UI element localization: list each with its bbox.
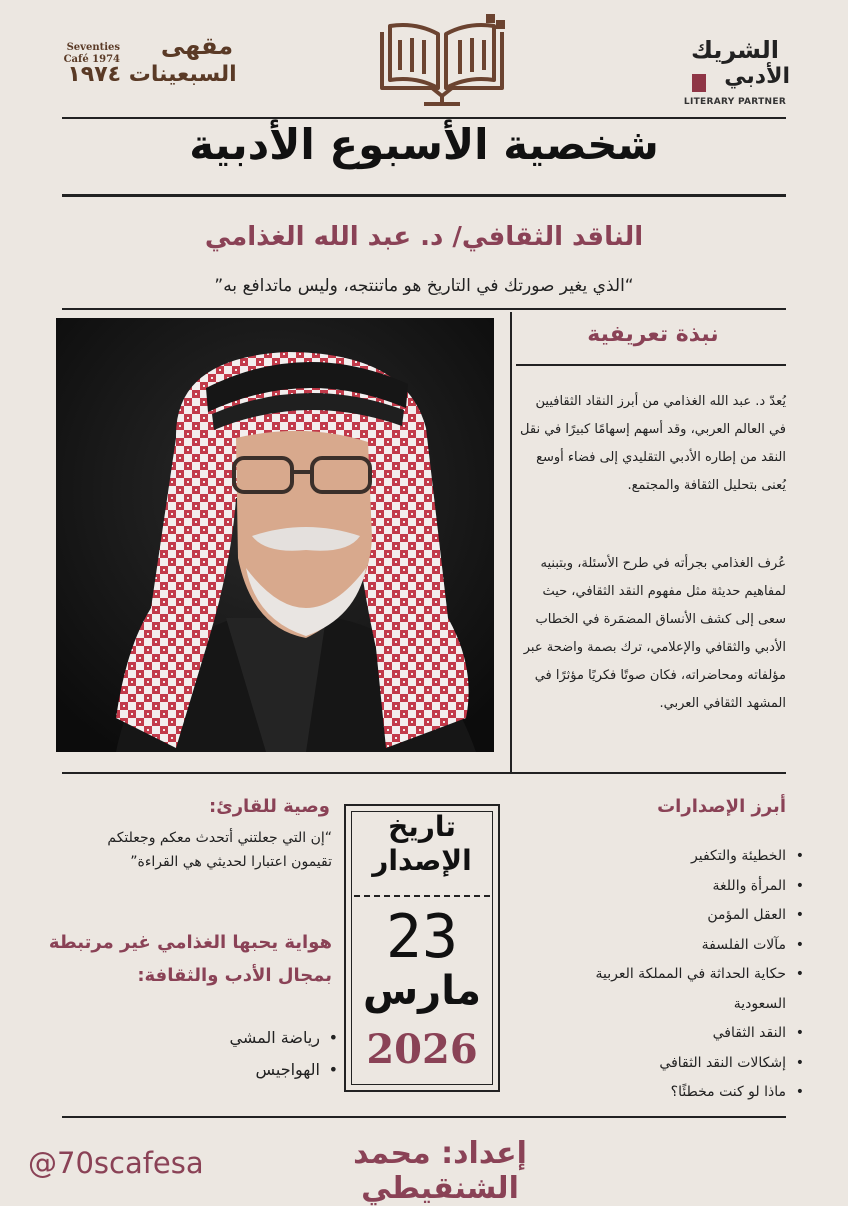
title-rule-bottom [62,194,786,197]
release-date-label: تاريخ الإصدار [372,810,472,877]
partner-logo-en: LITERARY PARTNER [683,97,787,107]
portrait-photo [56,318,494,752]
bio-title: نبذة تعريفية [587,322,719,347]
list-item: • العقل المؤمن [560,901,786,931]
list-item: • المرأة واللغة [560,872,786,902]
critic-name: الناقد الثقافي/ د. عبد الله الغذامي [204,222,644,252]
list-item: • ماذا لو كنت مخطئًا؟ [560,1078,786,1108]
advice-text: “إن التي جعلتني أتحدث معكم وجعلتكم تقيمون اعتبارا لحديثي هي القراءة” [107,830,332,870]
headline-quote: “الذي يغير صورتك في التاريخ هو ماتنتجه، وليس ماتدافع به” [214,276,634,296]
footer-rule [62,1116,786,1118]
bio-title-rule [516,364,786,366]
partner-logo-ar-line2: الأدبي [724,64,790,89]
bio-paragraph-2: عُرف الغذامي بجرأته في طرح الأسئلة، وبتبنيه لمفاهيم حديثة مثل مفهوم النقد الثقافي، حيث سعى إلى كشف الأنساق المضمَرة في الخطاب الأدبي والثقافي والإعلامي، ترك بصمة واضحة عبر مؤلفاته ومحاضراته، فكان صوتًا فكريًا مؤثرًا في المشهد الثقافي العربي. [523,556,786,711]
social-handle: @70scafesa [28,1146,204,1180]
publications-list [560,842,808,1108]
list-item: • النقد الثقافي [560,1019,786,1049]
list-item: • حكاية الحداثة في المملكة العربية السعودية [560,960,786,1019]
publications-title: أبرز الإصدارات [657,796,786,817]
list-item: • إشكالات النقد الثقافي [560,1049,786,1079]
quote-rule [62,308,786,310]
cafe-logo-ar-line2: السبعينات ١٩٧٤ [67,62,237,87]
advice-title: وصية للقارئ: [209,796,330,817]
section-rule [62,772,786,774]
column-divider [510,312,512,772]
list-item: • مآلات الفلسفة [560,931,786,961]
credits: إعداد: محمد الشنقيطي [353,1136,527,1206]
title-rule-top [62,117,786,119]
release-date-divider [354,895,490,897]
release-day: 23 [385,902,459,972]
partner-logo-ar-line1: الشريك [691,36,779,64]
hobbies-list [120,1022,342,1086]
release-month: مارس [362,968,481,1014]
list-item: • الهواجيس [120,1054,320,1086]
hobbies-title: هواية يحبها الغذامي غير مرتبطة بمجال الأدب والثقافة: [48,932,332,986]
cafe-logo-en: Seventies Café 1974 [63,42,120,65]
list-item: • الخطيئة والتكفير [560,842,786,872]
list-item: • رياضة المشي [120,1022,320,1054]
bio-paragraph-1: يُعدّ د. عبد الله الغذامي من أبرز النقاد الثقافيين في العالم العربي، وقد أسهم إسهامًا كبيرًا في نقل النقد من إطاره الأدبي التقليدي إلى فضاء أوسع يُعنى بتحليل الثقافة والمجتمع. [520,394,786,493]
release-year: 2026 [366,1026,478,1073]
page-title: شخصية الأسبوع الأدبية [189,120,659,169]
cafe-logo-ar-line1: مقهى [160,32,234,60]
book-screen-logo-icon [372,10,512,110]
